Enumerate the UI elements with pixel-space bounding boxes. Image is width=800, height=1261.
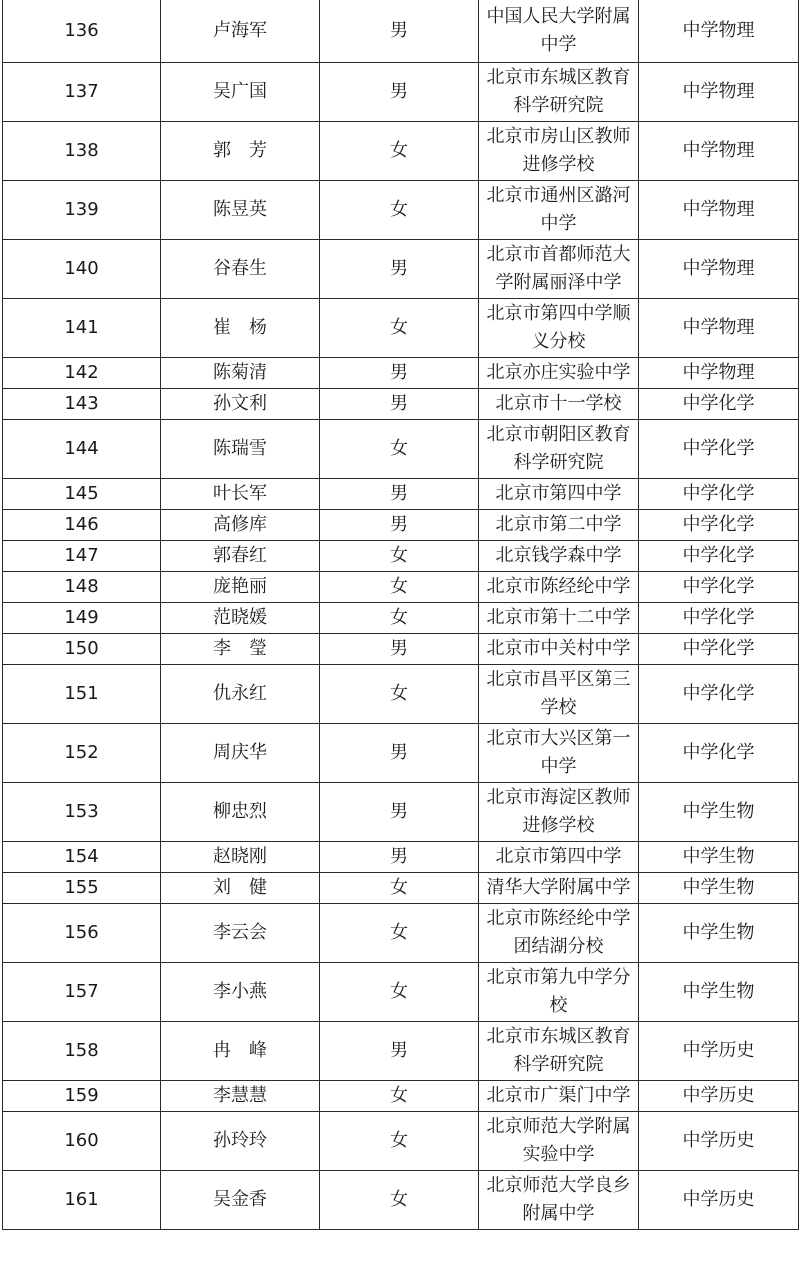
gender-cell: 男 bbox=[320, 1022, 479, 1081]
gender-cell: 女 bbox=[320, 603, 479, 634]
gender-cell: 女 bbox=[320, 181, 479, 240]
subject-cell: 中学物理 bbox=[639, 122, 799, 181]
table-row bbox=[3, 1171, 799, 1230]
name-cell: 赵晓刚 bbox=[161, 842, 320, 873]
name-cell: 孙玲玲 bbox=[161, 1112, 320, 1171]
table-row bbox=[3, 181, 799, 240]
row-number-cell: 137 bbox=[3, 63, 161, 122]
name-cell: 仇永红 bbox=[161, 665, 320, 724]
name-cell: 高修库 bbox=[161, 510, 320, 541]
organization-cell: 北京市大兴区第一中学 bbox=[479, 724, 639, 783]
name-cell: 冉 峰 bbox=[161, 1022, 320, 1081]
subject-cell: 中学生物 bbox=[639, 873, 799, 904]
name-cell: 卢海军 bbox=[161, 0, 320, 63]
table-row bbox=[3, 389, 799, 420]
table-row bbox=[3, 634, 799, 665]
roster-table-body bbox=[3, 0, 799, 1230]
row-number-cell: 140 bbox=[3, 240, 161, 299]
row-number-cell: 141 bbox=[3, 299, 161, 358]
subject-cell: 中学物理 bbox=[639, 63, 799, 122]
organization-cell: 北京师范大学附属实验中学 bbox=[479, 1112, 639, 1171]
name-cell: 范晓媛 bbox=[161, 603, 320, 634]
row-number-cell: 142 bbox=[3, 358, 161, 389]
organization-cell: 清华大学附属中学 bbox=[479, 873, 639, 904]
gender-cell: 男 bbox=[320, 240, 479, 299]
subject-cell: 中学历史 bbox=[639, 1171, 799, 1230]
subject-cell: 中学化学 bbox=[639, 603, 799, 634]
table-row bbox=[3, 665, 799, 724]
organization-cell: 北京市海淀区教师进修学校 bbox=[479, 783, 639, 842]
gender-cell: 男 bbox=[320, 783, 479, 842]
organization-cell: 北京市昌平区第三学校 bbox=[479, 665, 639, 724]
gender-cell: 女 bbox=[320, 572, 479, 603]
table-row bbox=[3, 842, 799, 873]
gender-cell: 男 bbox=[320, 724, 479, 783]
organization-cell: 北京市朝阳区教育科学研究院 bbox=[479, 420, 639, 479]
organization-cell: 中国人民大学附属中学 bbox=[479, 0, 639, 63]
table-row bbox=[3, 510, 799, 541]
gender-cell: 女 bbox=[320, 665, 479, 724]
row-number-cell: 136 bbox=[3, 0, 161, 63]
table-row bbox=[3, 1022, 799, 1081]
table-row bbox=[3, 358, 799, 389]
table-row bbox=[3, 1081, 799, 1112]
table-row bbox=[3, 603, 799, 634]
row-number-cell: 155 bbox=[3, 873, 161, 904]
name-cell: 谷春生 bbox=[161, 240, 320, 299]
organization-cell: 北京市第二中学 bbox=[479, 510, 639, 541]
gender-cell: 男 bbox=[320, 389, 479, 420]
row-number-cell: 156 bbox=[3, 904, 161, 963]
name-cell: 崔 杨 bbox=[161, 299, 320, 358]
subject-cell: 中学化学 bbox=[639, 724, 799, 783]
row-number-cell: 149 bbox=[3, 603, 161, 634]
table-row bbox=[3, 873, 799, 904]
subject-cell: 中学化学 bbox=[639, 389, 799, 420]
gender-cell: 女 bbox=[320, 1081, 479, 1112]
gender-cell: 男 bbox=[320, 634, 479, 665]
name-cell: 庞艳丽 bbox=[161, 572, 320, 603]
row-number-cell: 161 bbox=[3, 1171, 161, 1230]
organization-cell: 北京市第四中学顺义分校 bbox=[479, 299, 639, 358]
table-row bbox=[3, 541, 799, 572]
row-number-cell: 148 bbox=[3, 572, 161, 603]
table-row bbox=[3, 783, 799, 842]
name-cell: 吴广国 bbox=[161, 63, 320, 122]
name-cell: 刘 健 bbox=[161, 873, 320, 904]
gender-cell: 男 bbox=[320, 0, 479, 63]
organization-cell: 北京市东城区教育科学研究院 bbox=[479, 1022, 639, 1081]
subject-cell: 中学物理 bbox=[639, 358, 799, 389]
gender-cell: 男 bbox=[320, 510, 479, 541]
row-number-cell: 159 bbox=[3, 1081, 161, 1112]
name-cell: 陈昱英 bbox=[161, 181, 320, 240]
subject-cell: 中学化学 bbox=[639, 479, 799, 510]
row-number-cell: 150 bbox=[3, 634, 161, 665]
organization-cell: 北京市第九中学分校 bbox=[479, 963, 639, 1022]
name-cell: 吴金香 bbox=[161, 1171, 320, 1230]
row-number-cell: 144 bbox=[3, 420, 161, 479]
organization-cell: 北京市陈经纶中学团结湖分校 bbox=[479, 904, 639, 963]
organization-cell: 北京市东城区教育科学研究院 bbox=[479, 63, 639, 122]
gender-cell: 女 bbox=[320, 1112, 479, 1171]
subject-cell: 中学历史 bbox=[639, 1112, 799, 1171]
organization-cell: 北京市第四中学 bbox=[479, 479, 639, 510]
row-number-cell: 152 bbox=[3, 724, 161, 783]
gender-cell: 女 bbox=[320, 541, 479, 572]
gender-cell: 女 bbox=[320, 963, 479, 1022]
row-number-cell: 143 bbox=[3, 389, 161, 420]
subject-cell: 中学生物 bbox=[639, 783, 799, 842]
organization-cell: 北京市陈经纶中学 bbox=[479, 572, 639, 603]
subject-cell: 中学物理 bbox=[639, 0, 799, 63]
roster-table bbox=[2, 0, 799, 1230]
organization-cell: 北京亦庄实验中学 bbox=[479, 358, 639, 389]
organization-cell: 北京市广渠门中学 bbox=[479, 1081, 639, 1112]
subject-cell: 中学历史 bbox=[639, 1081, 799, 1112]
subject-cell: 中学历史 bbox=[639, 1022, 799, 1081]
subject-cell: 中学化学 bbox=[639, 572, 799, 603]
subject-cell: 中学生物 bbox=[639, 842, 799, 873]
gender-cell: 男 bbox=[320, 358, 479, 389]
table-row bbox=[3, 572, 799, 603]
organization-cell: 北京市十一学校 bbox=[479, 389, 639, 420]
gender-cell: 女 bbox=[320, 873, 479, 904]
name-cell: 陈菊清 bbox=[161, 358, 320, 389]
gender-cell: 女 bbox=[320, 299, 479, 358]
row-number-cell: 158 bbox=[3, 1022, 161, 1081]
name-cell: 李慧慧 bbox=[161, 1081, 320, 1112]
subject-cell: 中学物理 bbox=[639, 181, 799, 240]
gender-cell: 女 bbox=[320, 904, 479, 963]
table-row bbox=[3, 904, 799, 963]
name-cell: 孙文利 bbox=[161, 389, 320, 420]
table-row bbox=[3, 724, 799, 783]
table-row bbox=[3, 63, 799, 122]
organization-cell: 北京钱学森中学 bbox=[479, 541, 639, 572]
table-row bbox=[3, 122, 799, 181]
row-number-cell: 154 bbox=[3, 842, 161, 873]
row-number-cell: 139 bbox=[3, 181, 161, 240]
table-row bbox=[3, 1112, 799, 1171]
row-number-cell: 146 bbox=[3, 510, 161, 541]
gender-cell: 男 bbox=[320, 842, 479, 873]
row-number-cell: 138 bbox=[3, 122, 161, 181]
name-cell: 叶长军 bbox=[161, 479, 320, 510]
gender-cell: 男 bbox=[320, 63, 479, 122]
table-row bbox=[3, 240, 799, 299]
row-number-cell: 147 bbox=[3, 541, 161, 572]
organization-cell: 北京市中关村中学 bbox=[479, 634, 639, 665]
name-cell: 李小燕 bbox=[161, 963, 320, 1022]
organization-cell: 北京市第四中学 bbox=[479, 842, 639, 873]
organization-cell: 北京市通州区潞河中学 bbox=[479, 181, 639, 240]
subject-cell: 中学化学 bbox=[639, 541, 799, 572]
table-row bbox=[3, 479, 799, 510]
name-cell: 郭 芳 bbox=[161, 122, 320, 181]
organization-cell: 北京市第十二中学 bbox=[479, 603, 639, 634]
row-number-cell: 153 bbox=[3, 783, 161, 842]
subject-cell: 中学化学 bbox=[639, 420, 799, 479]
subject-cell: 中学物理 bbox=[639, 299, 799, 358]
subject-cell: 中学化学 bbox=[639, 665, 799, 724]
row-number-cell: 157 bbox=[3, 963, 161, 1022]
subject-cell: 中学化学 bbox=[639, 634, 799, 665]
row-number-cell: 151 bbox=[3, 665, 161, 724]
row-number-cell: 145 bbox=[3, 479, 161, 510]
name-cell: 李云会 bbox=[161, 904, 320, 963]
gender-cell: 女 bbox=[320, 1171, 479, 1230]
table-row bbox=[3, 0, 799, 63]
name-cell: 柳忠烈 bbox=[161, 783, 320, 842]
name-cell: 李 瑩 bbox=[161, 634, 320, 665]
organization-cell: 北京市房山区教师进修学校 bbox=[479, 122, 639, 181]
subject-cell: 中学生物 bbox=[639, 904, 799, 963]
subject-cell: 中学化学 bbox=[639, 510, 799, 541]
gender-cell: 女 bbox=[320, 420, 479, 479]
organization-cell: 北京市首都师范大学附属丽泽中学 bbox=[479, 240, 639, 299]
gender-cell: 女 bbox=[320, 122, 479, 181]
table-row bbox=[3, 963, 799, 1022]
table-row bbox=[3, 420, 799, 479]
organization-cell: 北京师范大学良乡附属中学 bbox=[479, 1171, 639, 1230]
name-cell: 周庆华 bbox=[161, 724, 320, 783]
gender-cell: 男 bbox=[320, 479, 479, 510]
row-number-cell: 160 bbox=[3, 1112, 161, 1171]
name-cell: 陈瑞雪 bbox=[161, 420, 320, 479]
name-cell: 郭春红 bbox=[161, 541, 320, 572]
subject-cell: 中学生物 bbox=[639, 963, 799, 1022]
subject-cell: 中学物理 bbox=[639, 240, 799, 299]
table-row bbox=[3, 299, 799, 358]
